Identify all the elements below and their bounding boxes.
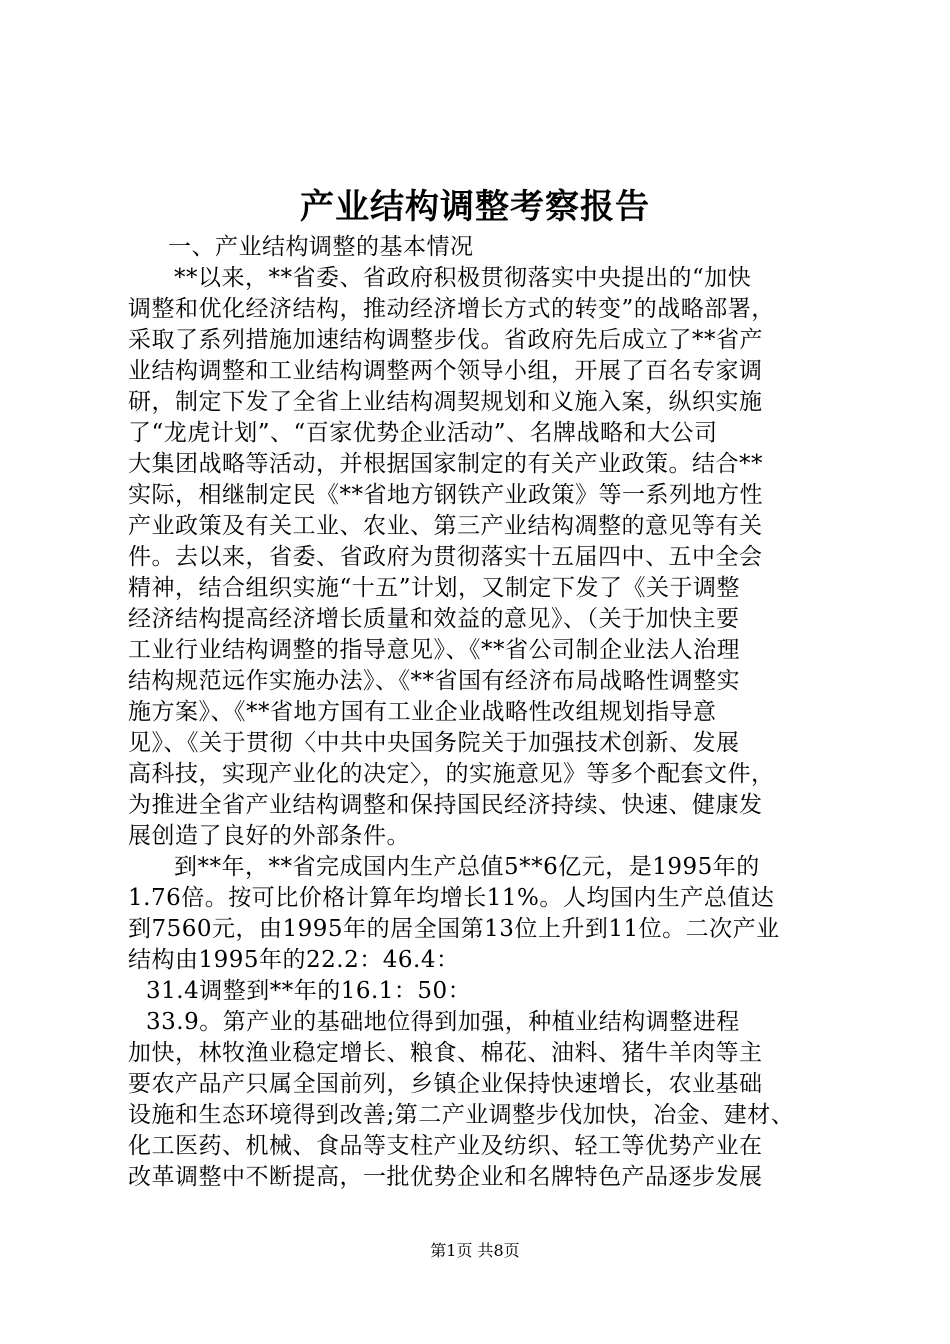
paragraph-4-line: 改革调整中不断提高，一批优势企业和名牌特色产品逐步发展: [128, 1164, 763, 1190]
paragraph-1-line: 采取了系列措施加速结构调整步伐。省政府先后成立了**省产: [128, 327, 763, 353]
paragraph-4-line: 化工医药、机械、食品等支柱产业及纺织、轻工等优势产业在: [128, 1133, 763, 1159]
paragraph-1-line: 经济结构提高经济增长质量和效益的意见》、（关于加快主要: [128, 606, 740, 632]
paragraph-4-line: 设施和生态环境得到改善;第二产业调整步伐加快，冶金、建材、: [128, 1102, 795, 1128]
document-title: 产业结构调整考察报告: [300, 187, 650, 227]
paragraph-1-line: 施方案》、《**省地方国有工业企业战略性改组规划指导意: [128, 699, 717, 725]
paragraph-1-line: 展创造了良好的外部条件。: [128, 823, 410, 849]
paragraph-4: [128, 1007, 828, 1193]
paragraph-4-line: 要农产品产只属全国前列，乡镇企业保持快速增长，农业基础: [128, 1071, 763, 1097]
paragraph-1-line: 研，制定下发了全省上业结构凋契规划和义施入案，纵织实施: [128, 389, 763, 415]
paragraph-1-line: 实际，相继制定民《**省地方钢铁产业政策》等一系列地方性: [128, 482, 763, 508]
section-heading: 一、产业结构调整的基本情况: [168, 234, 474, 260]
paragraph-1-line: 结构规范远作实施办法》、《**省国有经济布局战略性调整实: [128, 668, 740, 694]
paragraph-1-line: 工业行业结构调整的指导意见》、《**省公司制企业法人治理: [128, 637, 740, 663]
paragraph-2-line: 1.76倍。按可比价格计算年均增长11%。人均国内生产总值达: [128, 885, 775, 911]
paragraph-1-line: 精神，结合组织实施“十五”计划，又制定下发了《关于调整: [128, 575, 741, 601]
paragraph-2-line: 到7560元，由1995年的居全国第13位上升到11位。二次产业: [128, 916, 780, 942]
paragraph-2: [128, 852, 828, 976]
paragraph-1-line: **以来，**省委、省政府积极贯彻落实中央提出的“加快: [174, 265, 752, 291]
paragraph-1-line: 高科技，实现产业化的决定〉，的实施意见》等多个配套文件，: [128, 761, 775, 787]
document-body: [128, 232, 828, 1193]
paragraph-1-line: 见》、《关于贯彻〈中共中央国务院关于加强技术创新、发展: [128, 730, 740, 756]
paragraph-1: [128, 263, 828, 852]
paragraph-3: 31.4调整到**年的16.1：50：: [146, 978, 472, 1004]
paragraph-4-line: 33.9。第产业的基础地位得到加强，种植业结构调整进程: [146, 1009, 740, 1035]
page-number-footer: 第1页 共8页: [430, 1241, 520, 1260]
paragraph-1-line: 了“龙虎计划”、“百家优势企业活动”、名牌战略和大公司: [128, 420, 718, 446]
paragraph-1-line: 件。去以来，省委、省政府为贯彻落实十五届四中、五中全会: [128, 544, 763, 570]
paragraph-2-line: 结构由1995年的22.2：46.4：: [128, 947, 460, 973]
paragraph-1-line: 为推进全省产业结构调整和保持国民经济持续、快速、健康发: [128, 792, 763, 818]
paragraph-1-line: 调整和优化经济结构，推动经济增长方式的转变”的战略部署，: [128, 296, 775, 322]
paragraph-4-line: 加快，林牧渔业稳定增长、粮食、棉花、油料、猪牛羊肉等主: [128, 1040, 763, 1066]
paragraph-1-line: 产业政策及有关工业、农业、第三产业结构凋整的意见等有关: [128, 513, 763, 539]
paragraph-1-line: 业结构调整和工业结构调整两个领导小组，开展了百名专家调: [128, 358, 763, 384]
paragraph-1-line: 大集团战略等活动，并根据国家制定的有关产业政策。结合**: [128, 451, 763, 477]
paragraph-2-line: 到**年，**省完成国内生产总值5**6亿元，是1995年的: [174, 854, 760, 880]
